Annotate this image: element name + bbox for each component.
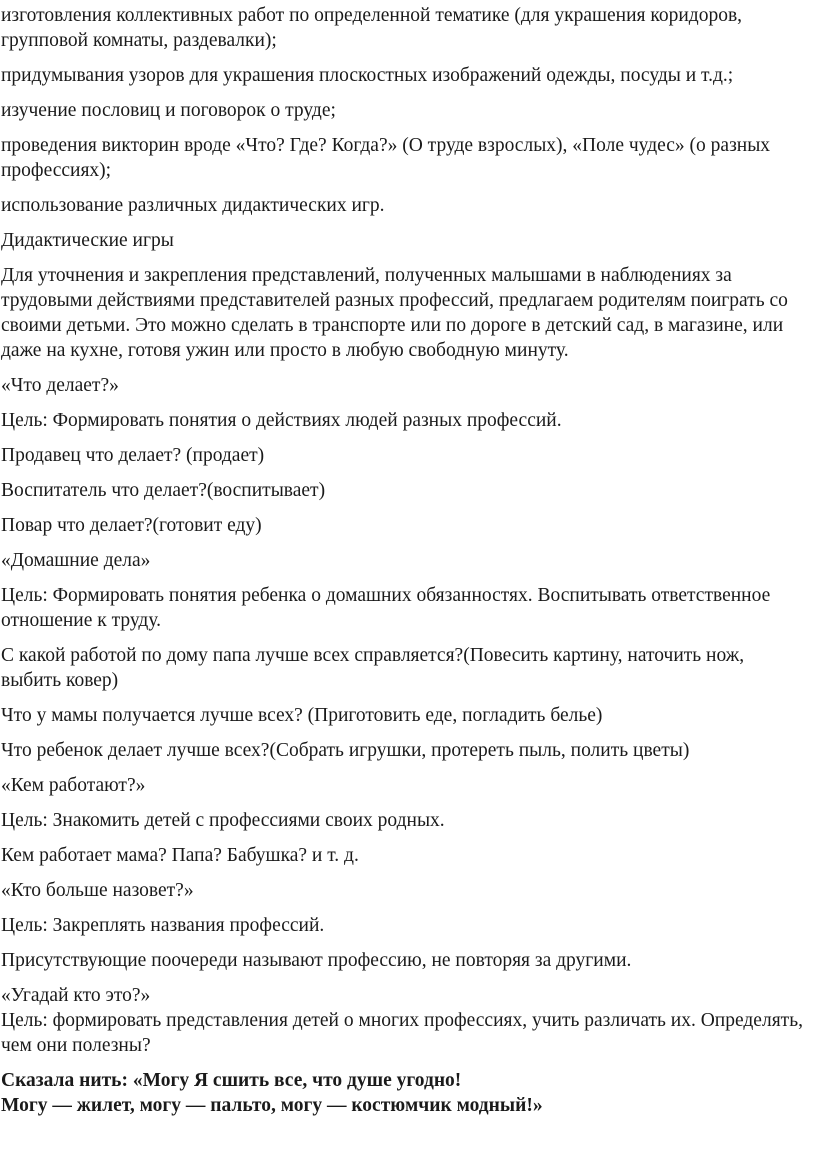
game-title-what-does: «Что делает?» <box>1 375 119 396</box>
game-goal-who-names-more: Цель: Закреплять названия профессий. <box>1 915 325 936</box>
paragraph-collective-works: изготовления коллективных работ по определенной тематике (для украшения коридоров, групповой комнаты, раздевалки); <box>1 5 743 51</box>
game-goal-what-does: Цель: Формировать понятия о действиях людей разных профессий. <box>1 410 562 431</box>
game-line-dad: С какой работой по дому папа лучше всех справляется?(Повесить картину, наточить нож, выбить ковер) <box>1 645 745 691</box>
game-title-who-works: «Кем работают?» <box>1 775 146 796</box>
paragraph-didactic-games-use: использование различных дидактических игр. <box>1 195 385 216</box>
poem-line-1: Сказала нить: «Могу Я сшить все, что душе угодно! <box>1 1070 462 1091</box>
paragraph-intro: Для уточнения и закрепления представлений, полученных малышами в наблюдениях за трудовыми действиями представителей разных профессий, предлагаем родителям поиграть со своими детьми. Это можно сделать в транспорте или по дороге в детский сад, в магазине, или даже на кухне, готовя ужин или просто в любую свободную минуту. <box>1 265 788 361</box>
game-line-teacher: Воспитатель что делает?(воспитывает) <box>1 480 326 501</box>
game-title-who-names-more: «Кто больше назовет?» <box>1 880 194 901</box>
paragraph-quizzes: проведения викторин вроде «Что? Где? Когда?» (О труде взрослых), «Поле чудес» (о разных профессиях); <box>1 135 771 181</box>
game-title-home-chores: «Домашние дела» <box>1 550 151 571</box>
game-line-who-works: Кем работает мама? Папа? Бабушка? и т. д. <box>1 845 359 866</box>
game-line-cook: Повар что делает?(готовит еду) <box>1 515 262 536</box>
game-title-guess-who: «Угадай кто это?» <box>1 985 151 1006</box>
game-goal-guess-who: Цель: формировать представления детей о многих профессиях, учить различать их. Определять, чем они полезны? <box>1 1010 803 1056</box>
game-line-child: Что ребенок делает лучше всех?(Собрать игрушки, протереть пыль, полить цветы) <box>1 740 690 761</box>
game-line-mom: Что у мамы получается лучше всех? (Приготовить еде, погладить белье) <box>1 705 603 726</box>
game-line-who-names-more: Присутствующие поочереди называют профессию, не повторяя за другими. <box>1 950 632 971</box>
game-line-seller: Продавец что делает? (продает) <box>1 445 265 466</box>
poem-line-2: Могу — жилет, могу — пальто, могу — костюмчик модный!» <box>1 1095 543 1116</box>
paragraph-proverbs: изучение пословиц и поговорок о труде; <box>1 100 336 121</box>
paragraph-patterns: придумывания узоров для украшения плоскостных изображений одежды, посуды и т.д.; <box>1 65 734 86</box>
game-goal-home-chores: Цель: Формировать понятия ребенка о домашних обязанностях. Воспитывать ответственное отношение к труду. <box>1 585 771 631</box>
game-goal-who-works: Цель: Знакомить детей с профессиями своих родных. <box>1 810 445 831</box>
section-heading-didactic-games: Дидактические игры <box>1 230 174 251</box>
